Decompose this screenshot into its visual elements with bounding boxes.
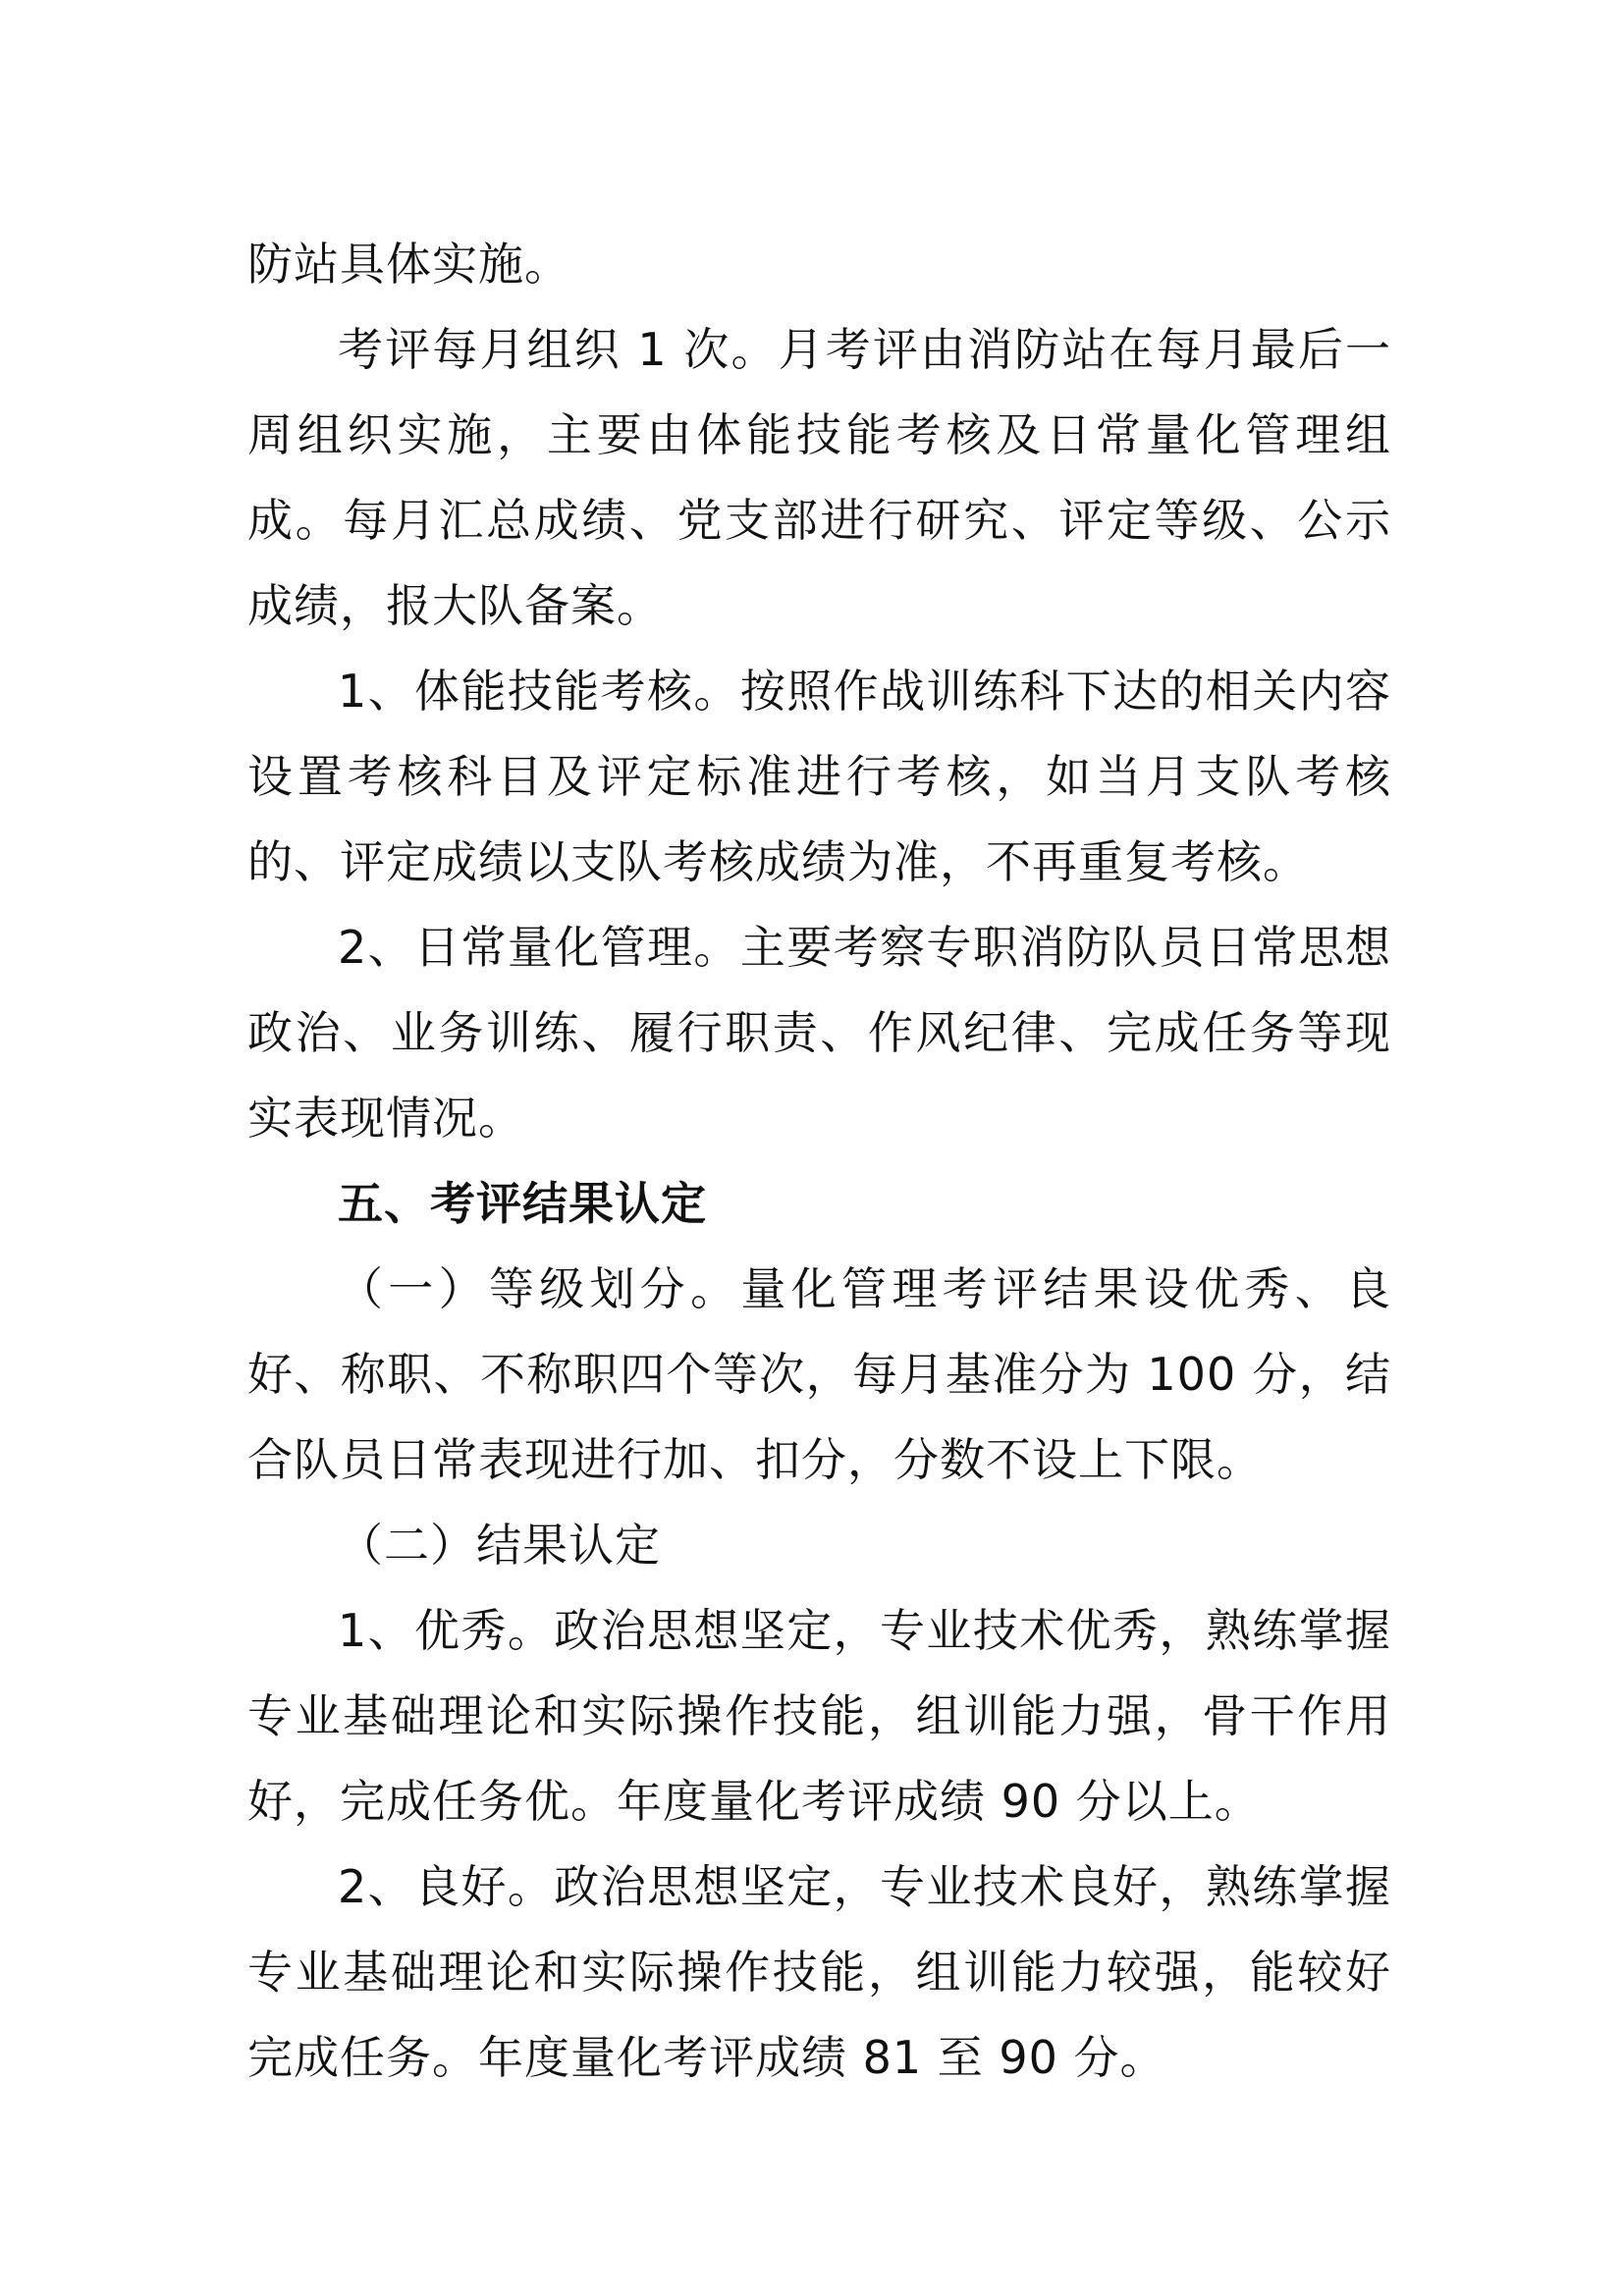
paragraph-continuation: 防站具体实施。 — [247, 238, 570, 291]
document-body — [247, 222, 1391, 2101]
paragraph-daily-quantified-management: 2、日常量化管理。主要考察专职消防队员日常思想政治、业务训练、履行职责、作风纪律、完成任务等现实表现情况。 — [247, 921, 1391, 1145]
subheading-result-determination: （二）结果认定 — [338, 1519, 661, 1572]
paragraph-monthly-evaluation: 考评每月组织 1 次。月考评由消防站在每月最后一周组织实施，主要由体能技能考核及日常量化管理组成。每月汇总成绩、党支部进行研究、评定等级、公示成绩，报大队备案。 — [247, 323, 1391, 632]
paragraph-excellent-grade: 1、优秀。政治思想坚定，专业技术优秀，熟练掌握专业基础理论和实际操作技能，组训能力强，骨干作用好，完成任务优。年度量化考评成绩 90 分以上。 — [247, 1604, 1391, 1828]
paragraph-good-grade: 2、良好。政治思想坚定，专业技术良好，熟练掌握专业基础理论和实际操作技能，组训能力较强，能较好完成任务。年度量化考评成绩 81 至 90 分。 — [247, 1860, 1391, 2084]
paragraph-physical-skill-assessment: 1、体能技能考核。按照作战训练科下达的相关内容设置考核科目及评定标准进行考核，如当月支队考核的、评定成绩以支队考核成绩为准，不再重复考核。 — [247, 665, 1391, 888]
section-heading-result-determination: 五、考评结果认定 — [338, 1177, 707, 1230]
paragraph-grade-classification: （一）等级划分。量化管理考评结果设优秀、良好、称职、不称职四个等次，每月基准分为 100 分，结合队员日常表现进行加、扣分，分数不设上下限。 — [247, 1262, 1391, 1486]
